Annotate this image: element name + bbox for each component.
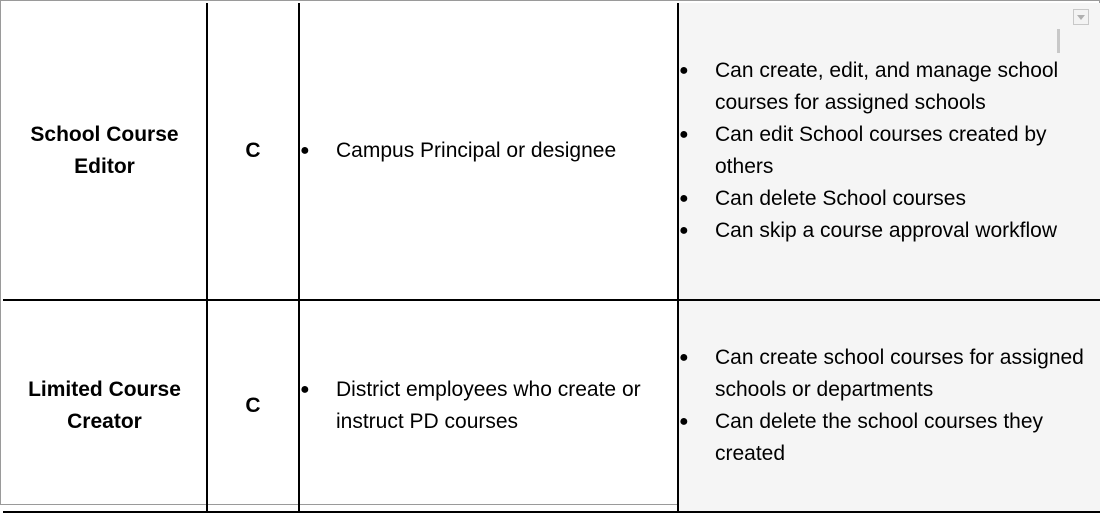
bullet-icon: ●: [679, 349, 689, 366]
level-cell: C: [207, 300, 299, 512]
bullet-icon: ●: [679, 62, 689, 79]
list-item: ● Campus Principal or designee: [300, 135, 677, 167]
role-name-line: Limited Course: [28, 378, 181, 401]
list-item: ● Can delete the school courses they created: [679, 406, 1100, 470]
bullet-icon: ●: [679, 413, 689, 430]
permissions-cell: [678, 300, 1100, 512]
bullet-icon: ●: [300, 381, 310, 398]
table-row: [3, 3, 1100, 300]
role-name-line: School Course: [30, 123, 179, 146]
list-item: ● District employees who create or instruct PD courses: [300, 374, 677, 438]
who-list: [300, 374, 677, 438]
list-item: ● Can edit School courses created by others: [679, 119, 1100, 183]
role-name-cell: [3, 300, 207, 512]
permissions-list: [679, 55, 1100, 247]
who-list: [300, 135, 677, 167]
roles-table: [3, 3, 1100, 513]
role-name-line: Creator: [67, 410, 142, 433]
scrollbar-thumb[interactable]: [1057, 29, 1060, 53]
table-row: [3, 300, 1100, 512]
chevron-down-icon[interactable]: [1073, 9, 1089, 25]
who-cell: [299, 300, 678, 512]
bullet-icon: ●: [300, 142, 310, 159]
bullet-icon: ●: [679, 190, 689, 207]
level-cell: C: [207, 3, 299, 300]
list-item: ● Can delete School courses: [679, 183, 1100, 215]
permissions-list: [679, 342, 1100, 470]
list-item: ● Can create, edit, and manage school courses for assigned schools: [679, 55, 1100, 119]
role-name-line: Editor: [74, 155, 135, 178]
bullet-icon: ●: [679, 222, 689, 239]
role-name-cell: [3, 3, 207, 300]
permissions-cell: [678, 3, 1100, 300]
list-item: ● Can create school courses for assigned schools or departments: [679, 342, 1100, 406]
list-item: ● Can skip a course approval workflow: [679, 215, 1100, 247]
bullet-icon: ●: [679, 126, 689, 143]
who-cell: [299, 3, 678, 300]
